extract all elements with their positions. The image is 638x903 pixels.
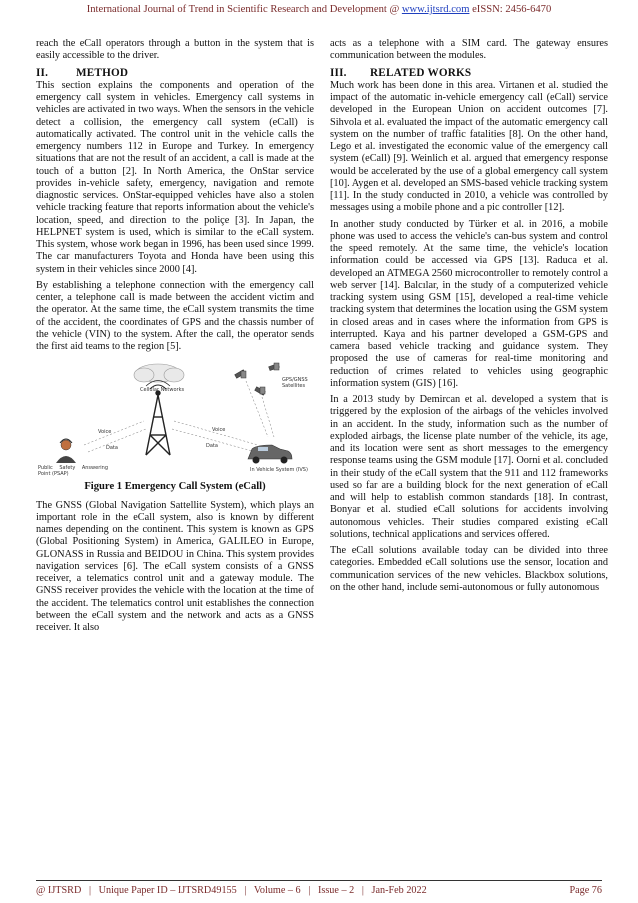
related-paragraph-4: The eCall solutions available today can be divided into three categories. Embedded eCall solutions use the sensor, location and communication services of the new vehicles. Blackbox solutions, on the other hand, include semi-autonomous or fully autonomous	[330, 545, 608, 593]
section-heading-related-works	[330, 67, 608, 79]
running-header	[0, 4, 638, 16]
cloud-icon	[134, 364, 184, 382]
label-voice-left: Voice	[98, 429, 112, 436]
label-ivs: In Vehicle System (IVS)	[250, 467, 308, 474]
left-intro-paragraph: reach the eCall operators through a button in the system that is easily accessible to the driver.	[36, 38, 314, 62]
method-paragraph-1: This section explains the components and operation of the emergency call system in vehicles. Emergency call systems in vehicles are activated in two ways. When the sensors in the vehicle detect a collision, the emergency call system (eCall) is automatically activated. The control unit in the vehicle calls the emergency numbers 112 in Europe and Turkey. In emergency situations that are not the result of an accident, a call is made at the touch of a button [2]. In North America, the OnStar service provides in-vehicle safety, emergency, navigation and remote diagnostic services. OnStar-equipped vehicles have also a stolen vehicle tracking feature that reports information about the vehicle's location, speed, and direction to the poliçe [3]. In Japan, the HELPNET system is used, which is similar to the eCall system. This system, whose work began in 1996, has been used since 1999. The car manufacturers Toyota and Honda have been using this system in their vehicles since 2000 [4].	[36, 79, 314, 275]
related-paragraph-2: In another study conducted by Türker et al. in 2016, a mobile phone was used to access the vehicle's can-bus system and control the speed remotely. At the same time, the vehicle's location information could be accessed via GPS [13]. Raduca et al. developed an ATMEGA 2560 microcontroller to remotely control a web server [14]. Balcılar, in the study of a computerized vehicle tracking system using GSM [15], developed a real-time vehicle tracking system that determines the location using the GSM system in closed areas and in cases where the information from GPS is interrupted. Kaya and his partner developed a GSM-GPS and camera based vehicle tracking and guidance system. They proposed the use of cameras for real-time monitoring and reduction of crimes related to vehicles using geographic information system (GIS) [16].	[330, 218, 608, 389]
label-data-right: Data	[206, 443, 218, 450]
page-footer	[36, 885, 602, 896]
journal-url-link[interactable]: www.ijtsrd.com	[401, 4, 470, 15]
label-gps-satellites: GPS/GNSS Satellites	[282, 377, 308, 390]
page-number: Page 76	[569, 885, 602, 896]
footer-info: @ IJTSRD | Unique Paper ID – IJTSRD49155 | Volume – 6 | Issue – 2 | Jan-Feb 2022	[36, 885, 427, 896]
ecall-diagram	[36, 359, 314, 477]
satellite-icon-3	[269, 363, 280, 371]
section-number: II.	[36, 66, 49, 79]
left-column	[36, 38, 314, 638]
figure-caption: Figure 1 Emergency Call System (eCall)	[84, 481, 266, 493]
header-issn: eISSN: 2456-6470	[469, 4, 552, 15]
section-title: RELATED WORKS	[370, 66, 472, 79]
right-intro-paragraph: acts as a telephone with a SIM card. The gateway ensures communication between the modules.	[330, 38, 608, 62]
footer-divider	[36, 880, 602, 881]
satellite-icon-2	[255, 387, 266, 395]
label-data-left: Data	[106, 445, 118, 452]
header-journal-name: International Journal of Trend in Scientific Research and Development @	[86, 4, 402, 15]
operator-icon	[56, 439, 76, 463]
related-paragraph-1: Much work has been done in this area. Virtanen et al. studied the impact of the automatic in-vehicle emergency call (eCall) service developed in the European Union on accident outcomes [7]. Sihvola et al. evaluated the impact of the automatic emergency call system on the number of traffic fatalities [8]. On the other hand, Lego et al. investigated the economic value of the emergency call system (eCall) [9]. Weinlich et al. argued that emergency response would be accelerated by the use of a global emergency call system [10]. Aygen et al. developed an SMS-based vehicle tracking system [11]. In the study conducted in 2010, a vehicle was controlled by messages using a mobile phone and a pic controller [12].	[330, 79, 608, 214]
car-icon	[248, 445, 292, 464]
section-number: III.	[330, 66, 347, 79]
method-paragraph-2: By establishing a telephone connection with the emergency call center, a telephone call is made between the accident victim and the operator. At the same time, the eCall system transmits the time of the accident, the coordinates of GPS and the chassis number of the vehicle (VIN) to the system. After the call, the operator sends the first aid teams to the region [5].	[36, 279, 314, 352]
ecall-system-figure	[36, 359, 314, 477]
method-paragraph-3: The GNSS (Global Navigation Sattellite System), which plays an important role in the eCall system, also is known by different names depending on the continent. This system is known as GPS (Global Positioning System) in America, GALILEO in Europe, GLONASS in Russia and BEIDOU in China. This system provides navigation services [6]. The eCall system consists of a GNSS receiver, a telematics control unit and a gateway module. The GNSS receiver provides the vehicle with the location at the time of the accident. The telematics control unit establishes the connection between the eCall system and the network and acts as a GNSS receiver. It also	[36, 499, 314, 633]
section-title: METHOD	[76, 66, 129, 79]
label-psap: Public Safety Answering Point (PSAP)	[38, 465, 108, 478]
label-cellular-networks: Cellular Networks	[140, 387, 185, 394]
satellite-icon-1	[235, 370, 246, 378]
label-voice-right: Voice	[212, 427, 226, 434]
section-heading-method	[36, 67, 314, 79]
related-paragraph-3: In a 2013 study by Demircan et al. developed a system that is triggered by the explosion of the airbags of the vehicles involved in an accident. In the study, information such as the number of exploded airbags, the license plate number of the vehicle, its age, and its location were sent as short messages to the emergency response teams using the GSM module [17]. Oorni et al. concluded in their study of the eCall system that the 911 and 112 frameworks used so far are a building block for the next generation of eCall and will help to establish common standards [18]. In contrast, Bonyar et al. studied eCall solutions for accidents involving autonomous vehicles. Their studies compared existing eCall solutions, technical applications and services offered.	[330, 394, 608, 540]
right-column	[330, 38, 608, 598]
